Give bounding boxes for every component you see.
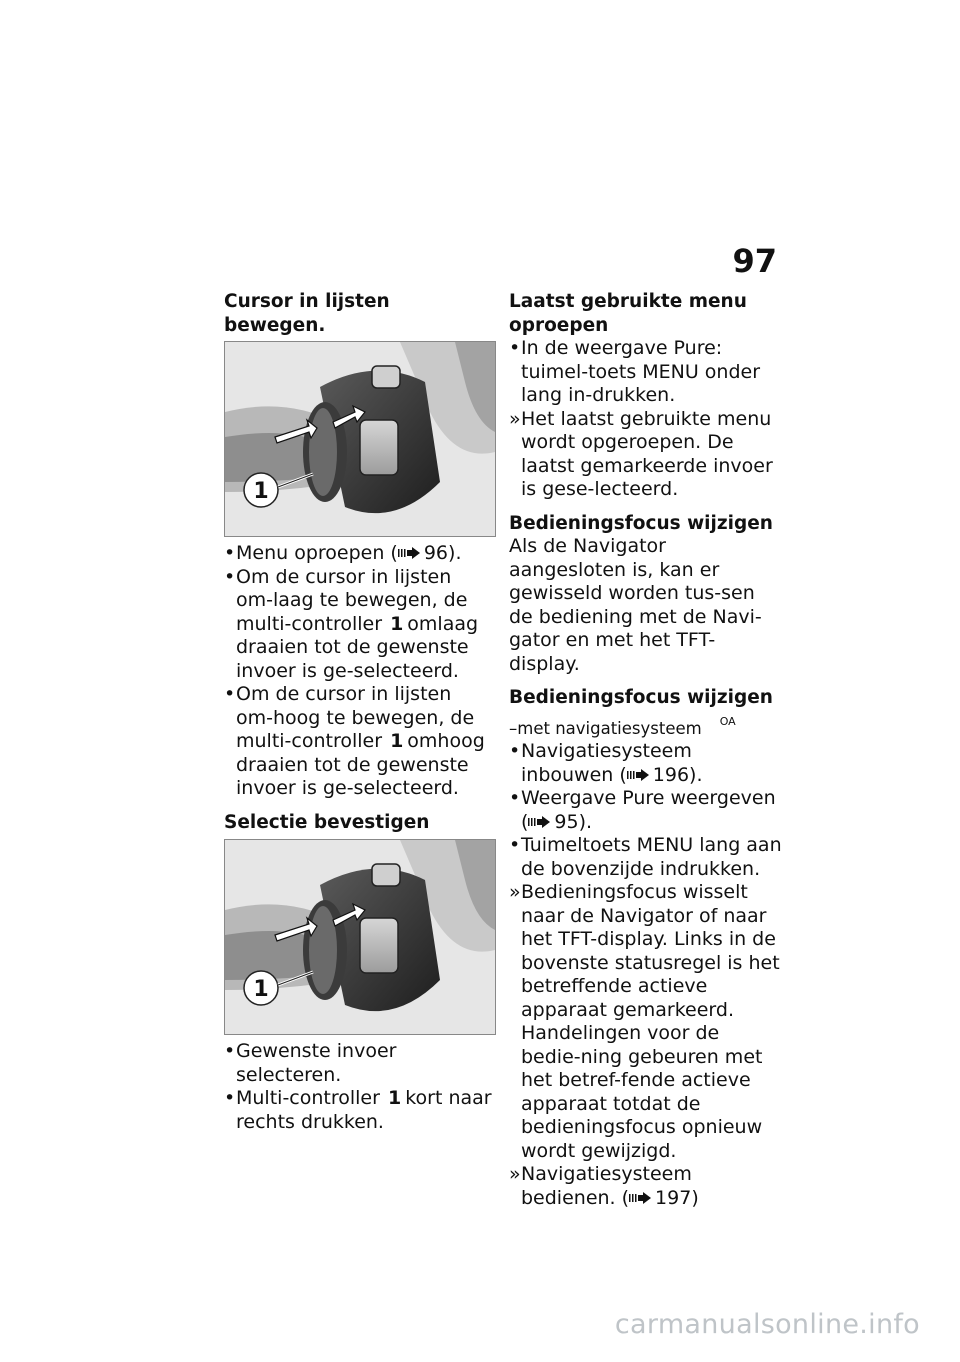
handlebar-illustration-2: [224, 839, 496, 1035]
step-text: Tuimeltoets MENU lang aan de bovenzijde indrukken.: [521, 834, 782, 880]
list-cursor-steps: [224, 542, 494, 801]
list-last-menu: [509, 337, 783, 502]
result-text-end: ): [691, 1186, 699, 1209]
step-text-end: ).: [448, 542, 462, 564]
page-reference-arrow-icon: [398, 547, 420, 559]
callout-number: 1: [390, 730, 404, 752]
page-reference-arrow-icon: [528, 816, 550, 828]
handlebar-illustration-1: [224, 341, 496, 537]
page-reference: 197: [655, 1186, 692, 1209]
result-item: [509, 408, 783, 502]
step-text: Om de cursor in lijsten om-laag te bewegen, de multi-controller: [236, 565, 468, 635]
result-text: Navigatiesysteem bedienen. (: [521, 1163, 692, 1209]
list-item: [224, 542, 494, 566]
list-item: [509, 337, 783, 408]
step-text: Om de cursor in lijsten om-hoog te bewegen, de multi-controller: [236, 683, 475, 752]
option-code: OA: [719, 714, 736, 728]
step-text: Weergave Pure weergeven (: [521, 787, 776, 833]
list-item: [224, 1040, 494, 1087]
list-item: [224, 566, 494, 684]
page-reference: 196: [652, 763, 690, 786]
step-text: Multi-controller: [236, 1087, 380, 1109]
list-item: [509, 834, 783, 881]
result-item: [509, 1163, 783, 1210]
left-column: [224, 290, 494, 1134]
step-text: Menu oproepen (: [236, 542, 398, 564]
step-text: Gewenste invoer selecteren.: [236, 1040, 397, 1086]
result-text: Bedieningsfocus wisselt naar de Navigator of naar het TFT-display. Links in de bovenste statusregel is het betreffende actieve apparaat gemarkeerd. Handelingen voor de bedie-ning gebeuren met het betref-fende actieve apparaat totdat de bedieningsfocus opnieuw wordt gewijzigd.: [521, 881, 780, 1162]
callout-number: 1: [390, 612, 404, 635]
right-column: [509, 290, 783, 1210]
section-heading-focus-nav: Bedieningsfocus wijzigen: [509, 687, 773, 708]
list-item: [224, 1087, 494, 1134]
result-item: [509, 881, 783, 1163]
section-heading-confirm: Selectie bevestigen: [224, 811, 430, 833]
subheading-text: –met navigatiesysteem: [509, 718, 702, 738]
callout-label: 1: [253, 479, 269, 504]
section-heading-focus: Bedieningsfocus wijzigen: [509, 512, 773, 534]
page-reference: 96: [423, 542, 449, 564]
watermark-link[interactable]: carmanualsonline.info: [614, 1308, 920, 1340]
step-text-end: omlaag draaien tot de gewenste invoer is ge-selecteerd.: [236, 612, 479, 682]
step-text: In de weergave Pure: tuimel-toets MENU onder lang in-drukken.: [521, 337, 761, 406]
focus-subheading: [509, 710, 783, 741]
callout-label: 1: [253, 977, 269, 1002]
callout-number: 1: [387, 1087, 402, 1109]
page-reference-arrow-icon: [627, 769, 649, 781]
section-heading-last-menu: Laatst gebruikte menu oproepen: [509, 291, 747, 336]
result-text: Het laatst gebruikte menu wordt opgeroepen. De laatst gemarkeerde invoer is gese-lecteerd.: [521, 407, 773, 500]
step-text-end: omhoog draaien tot de gewenste invoer is ge-selecteerd.: [236, 730, 485, 799]
list-item: [509, 787, 783, 834]
page-number: 97: [732, 242, 777, 280]
page-reference-arrow-icon: [629, 1192, 651, 1204]
section-heading-cursor: Cursor in lijsten bewegen.: [224, 291, 390, 336]
list-focus-steps: [509, 740, 783, 1210]
step-text-end: ).: [578, 810, 593, 833]
step-text: Navigatiesysteem inbouwen (: [521, 740, 692, 786]
step-text-end: ).: [689, 763, 703, 786]
list-confirm-steps: [224, 1040, 494, 1134]
page-reference: 95: [554, 810, 579, 833]
list-item: [224, 683, 494, 801]
list-item: [509, 740, 783, 787]
step-text-end: kort naar rechts drukken.: [236, 1087, 492, 1133]
focus-description: Als de Navigator aangesloten is, kan er gewisseld worden tus-sen de bediening met de Navi-gator en met het TFT-display.: [509, 535, 762, 675]
